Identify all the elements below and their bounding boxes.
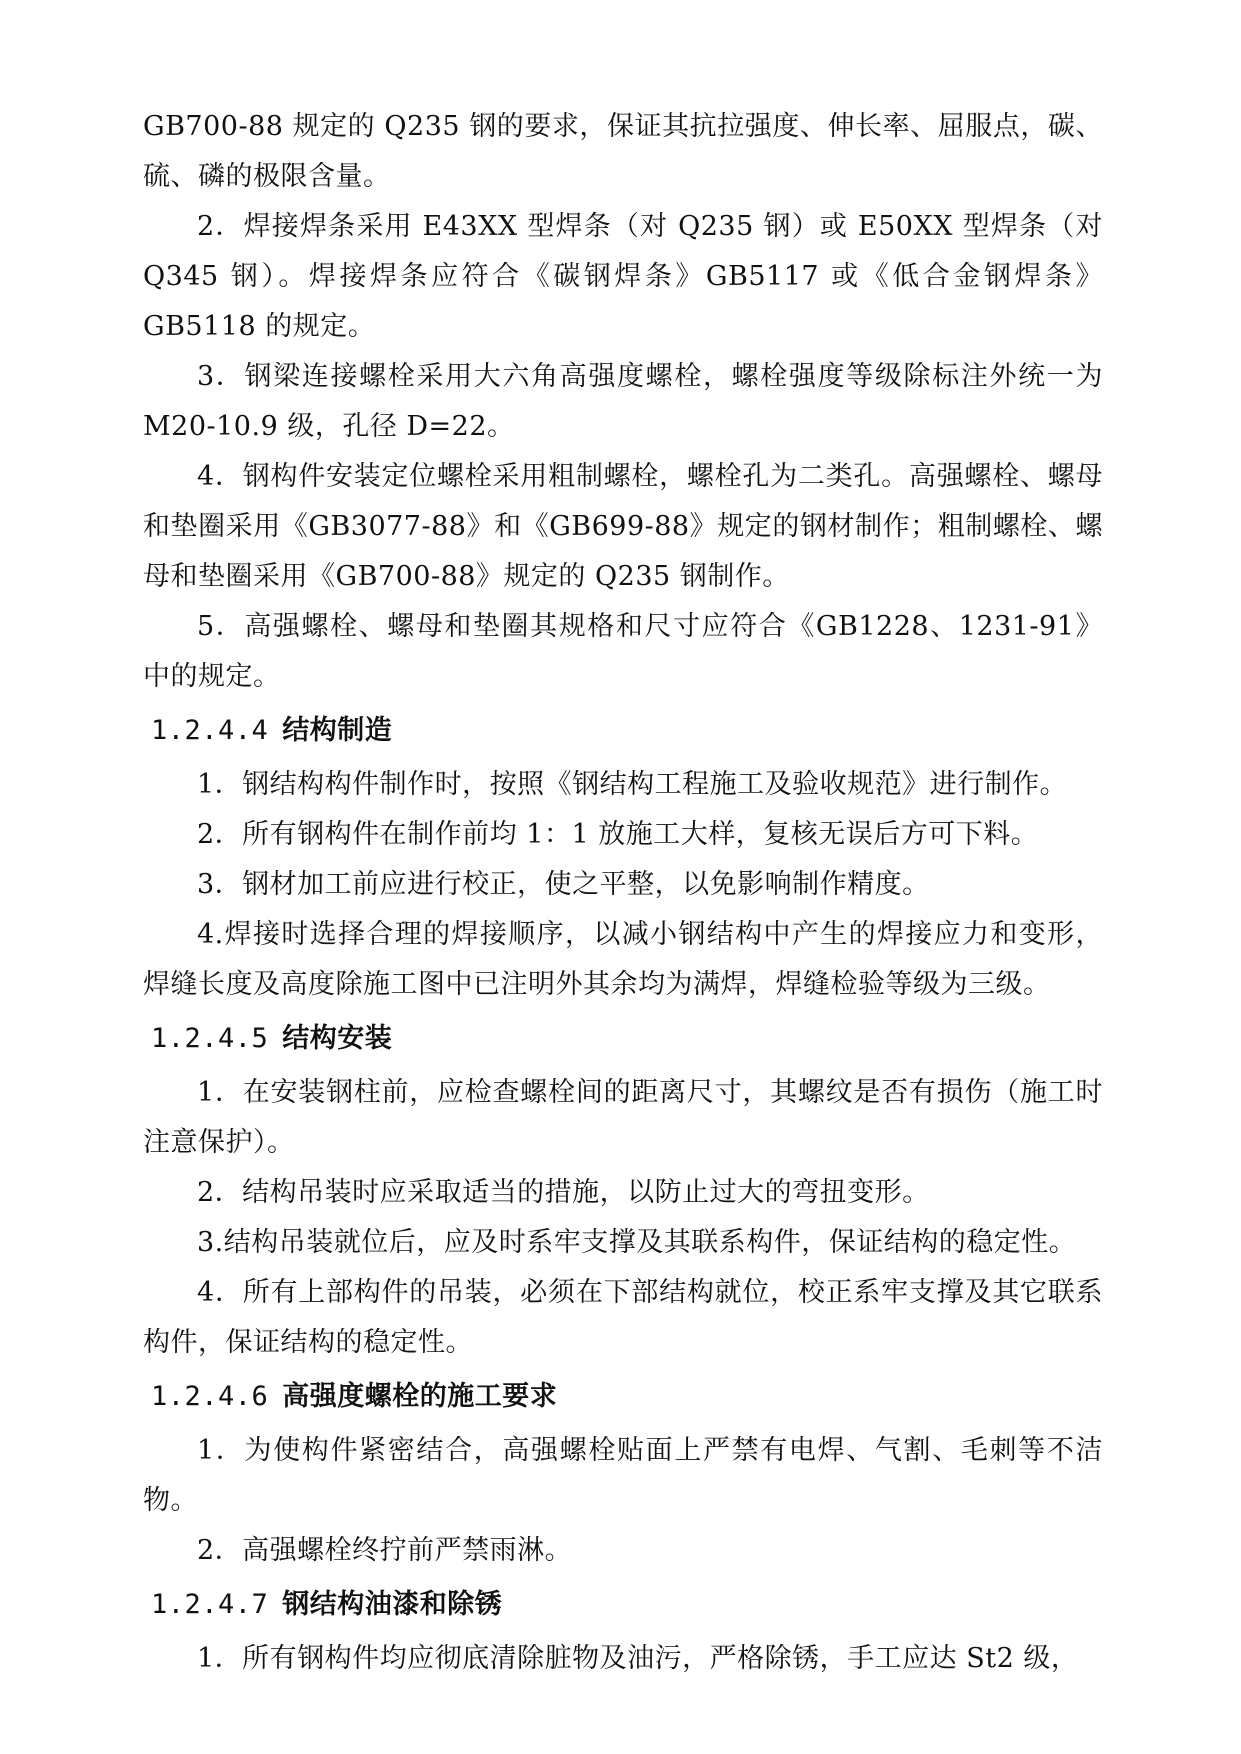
list-item: 3.结构吊装就位后，应及时系牢支撑及其联系构件，保证结构的稳定性。	[197, 1227, 1077, 1258]
section-heading-1247	[151, 1580, 1103, 1630]
section-number: 1.2.4.4	[151, 715, 269, 746]
section-title: 结构制造	[282, 715, 393, 746]
list-item: 4．所有上部构件的吊装，必须在下部结构就位，校正系牢支撑及其它联系构件，保证结构的稳定性。	[143, 1277, 1103, 1358]
section-heading-1246	[151, 1372, 1103, 1422]
document-page	[143, 102, 1103, 1684]
section-number: 1.2.4.7	[151, 1589, 269, 1620]
section-number: 1.2.4.5	[151, 1023, 269, 1054]
list-item: 2．所有钢构件在制作前均 1：1 放施工大样，复核无误后方可下料。	[197, 819, 1039, 850]
section-title: 高强度螺栓的施工要求	[282, 1381, 558, 1412]
paragraph-item-5: 5．高强螺栓、螺母和垫圈其规格和尺寸应符合《GB1228、1231-91》中的规定。	[143, 611, 1103, 692]
list-item: 3．钢材加工前应进行校正，使之平整，以免影响制作精度。	[197, 869, 930, 900]
list-item: 4.焊接时选择合理的焊接顺序，以减小钢结构中产生的焊接应力和变形，焊缝长度及高度除施工图中已注明外其余均为满焊，焊缝检验等级为三级。	[143, 919, 1103, 1000]
list-item: 2．结构吊装时应采取适当的措施，以防止过大的弯扭变形。	[197, 1177, 930, 1208]
section-number: 1.2.4.6	[151, 1381, 269, 1412]
paragraph-item-2: 2．焊接焊条采用 E43XX 型焊条（对 Q235 钢）或 E50XX 型焊条（对 Q345 钢）。焊接焊条应符合《碳钢焊条》GB5117 或《低合金钢焊条》GB5118 的规定。	[143, 211, 1103, 342]
list-item: 1．所有钢构件均应彻底清除脏物及油污，严格除锈，手工应达 St2 级，	[197, 1643, 1079, 1674]
list-item: 2．高强螺栓终拧前严禁雨淋。	[197, 1535, 573, 1566]
section-title: 结构安装	[282, 1023, 393, 1054]
list-item: 1．为使构件紧密结合，高强螺栓贴面上严禁有电焊、气割、毛刺等不洁物。	[143, 1435, 1103, 1516]
paragraph-item-4: 4．钢构件安装定位螺栓采用粗制螺栓，螺栓孔为二类孔。高强螺栓、螺母和垫圈采用《GB3077-88》和《GB699-88》规定的钢材制作；粗制螺栓、螺母和垫圈采用《GB700-88》规定的 Q235 钢制作。	[143, 461, 1103, 592]
list-item: 1．钢结构构件制作时，按照《钢结构工程施工及验收规范》进行制作。	[197, 769, 1068, 800]
section-heading-1244	[151, 706, 1103, 756]
paragraph-continuation: GB700-88 规定的 Q235 钢的要求，保证其抗拉强度、伸长率、屈服点，碳、硫、磷的极限含量。	[143, 111, 1103, 192]
list-item: 1．在安装钢柱前，应检查螺栓间的距离尺寸，其螺纹是否有损伤（施工时注意保护）。	[143, 1077, 1103, 1158]
section-heading-1245	[151, 1014, 1103, 1064]
section-title: 钢结构油漆和除锈	[282, 1589, 503, 1620]
paragraph-item-3: 3．钢梁连接螺栓采用大六角高强度螺栓，螺栓强度等级除标注外统一为 M20-10.9 级，孔径 D=22。	[143, 361, 1103, 442]
